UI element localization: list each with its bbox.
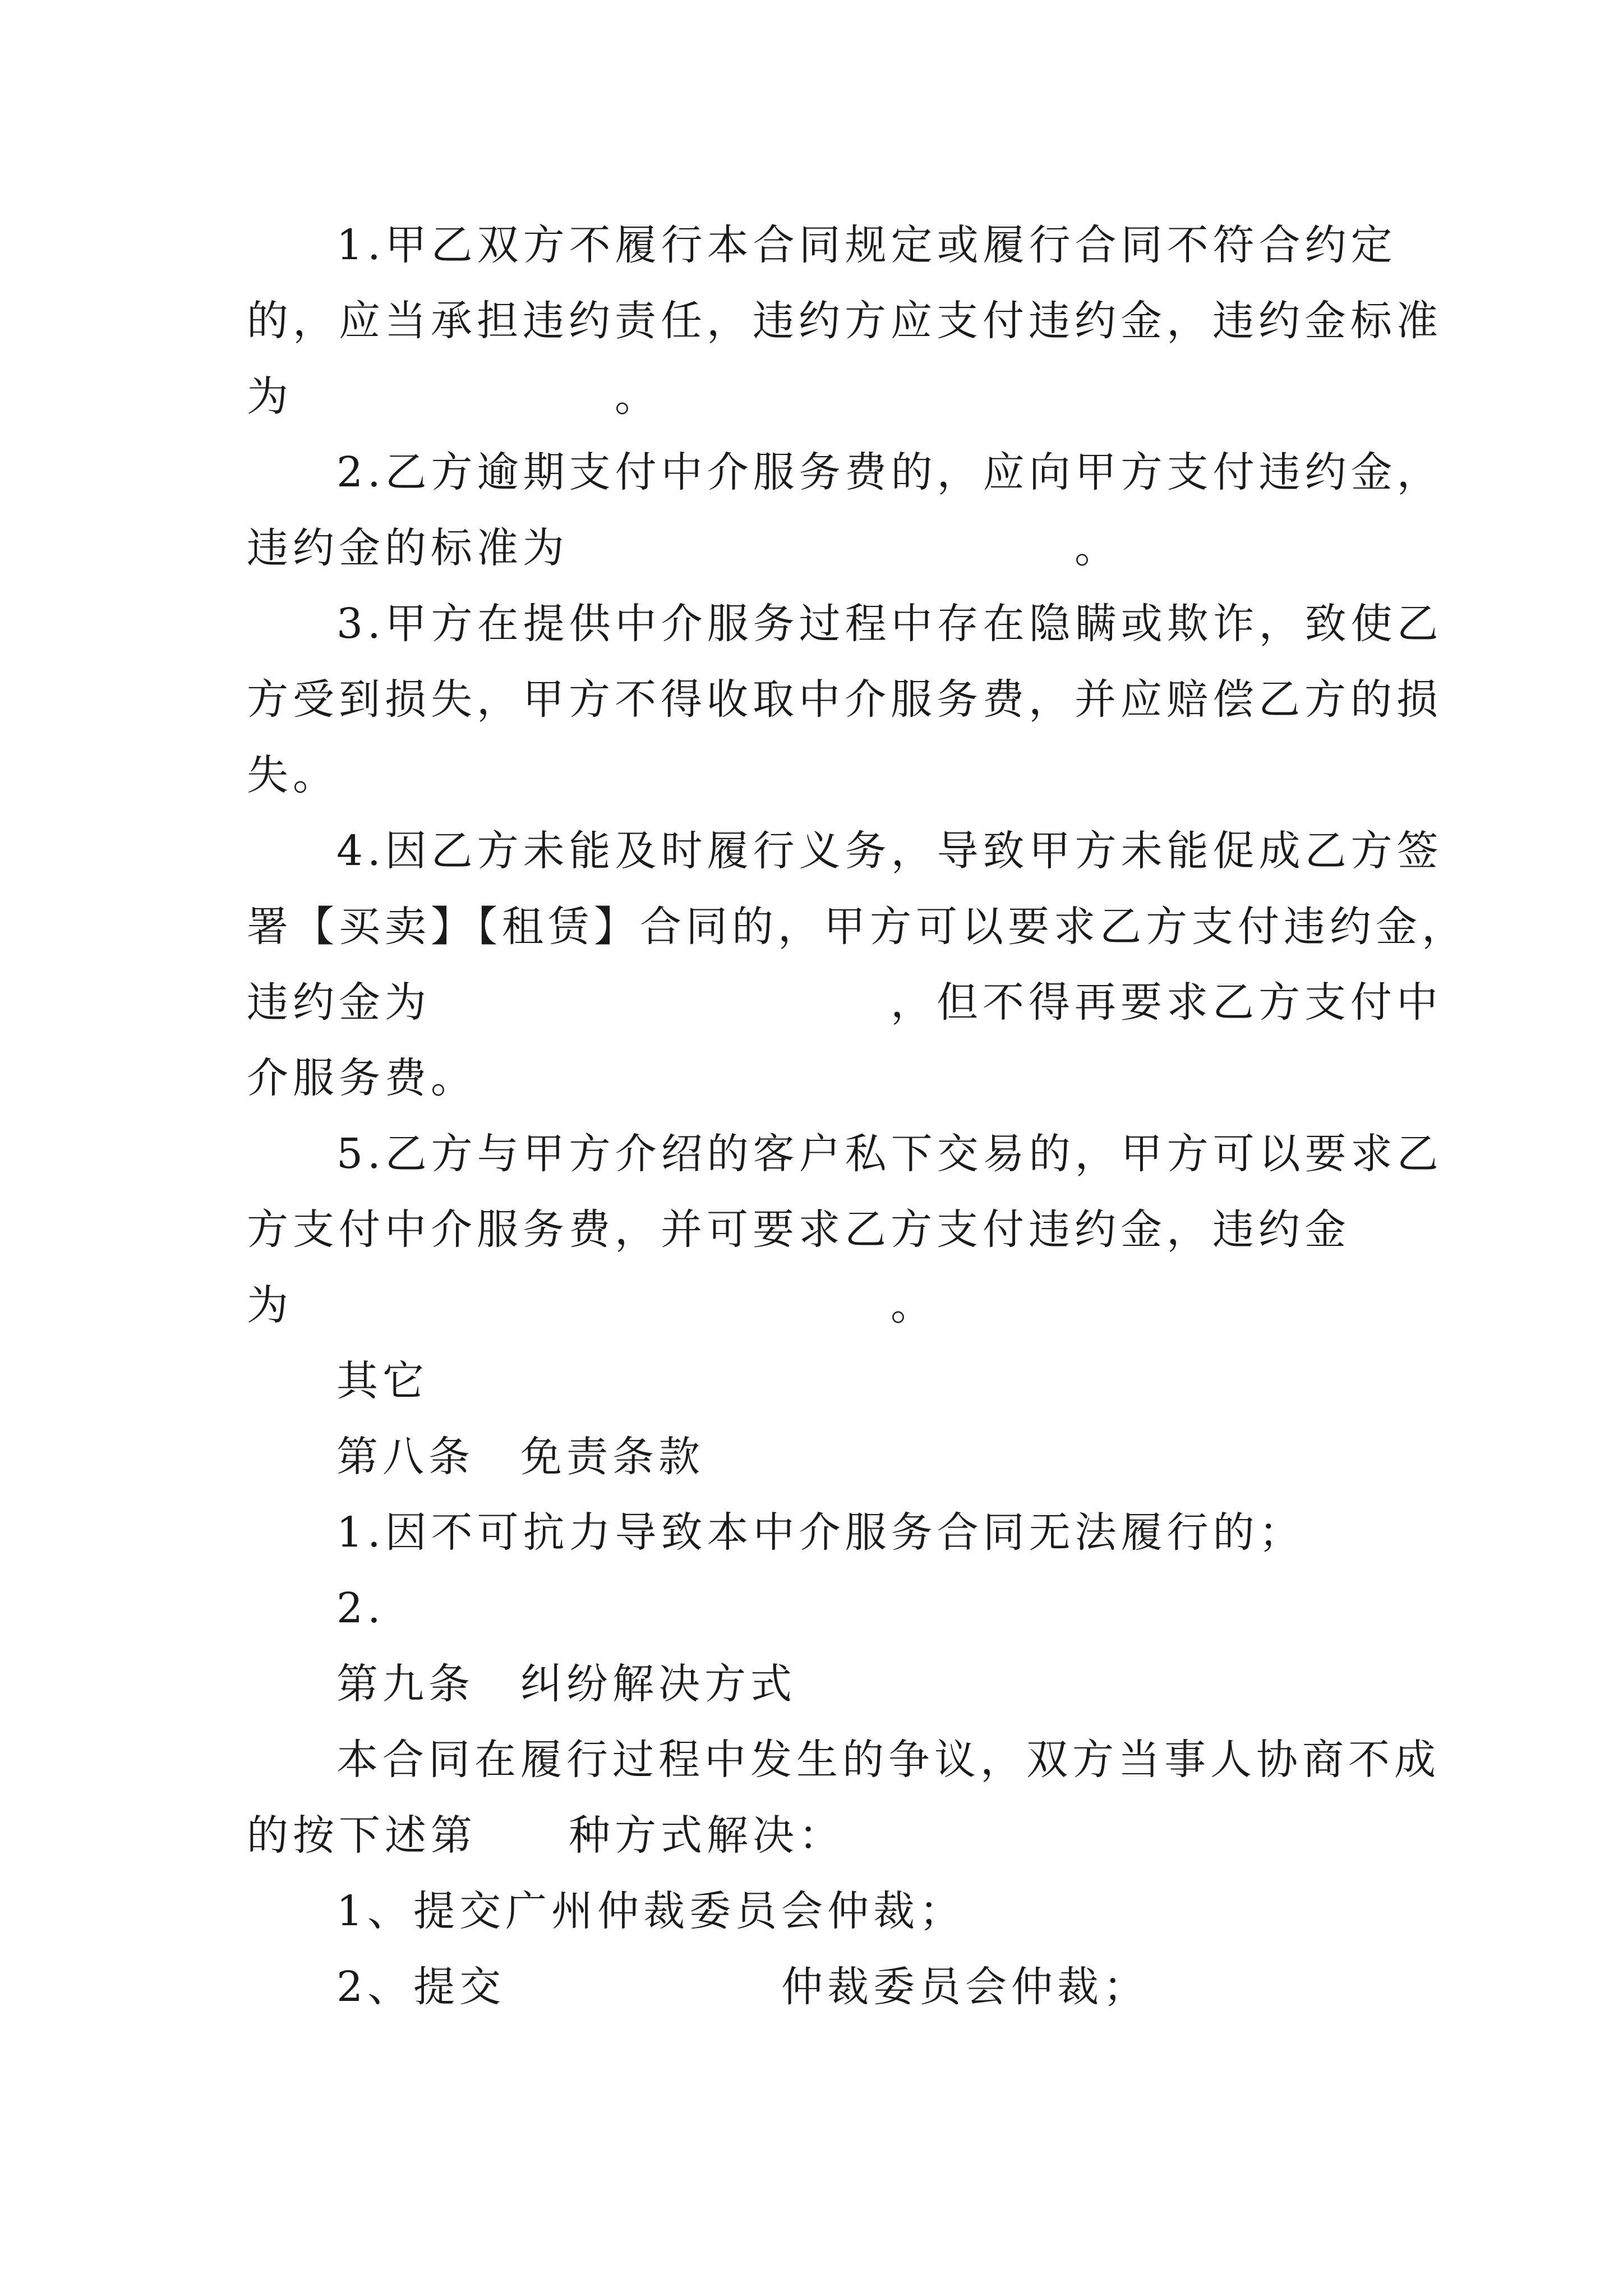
clause-4-line-2: 署【买卖】【租赁】合同的，甲方可以要求乙方支付违约金， xyxy=(247,903,1468,951)
article-8-item-2: 2. xyxy=(336,1584,385,1632)
clause-5-line-3: 为 。 xyxy=(247,1281,937,1329)
clause-4-line-3: 违约金为 ，但不得再要求乙方支付中 xyxy=(247,978,1442,1027)
article-8-item-1: 1.因不可抗力导致本中介服务合同无法履行的； xyxy=(336,1508,1305,1557)
article-9-option-1: 1、提交广州仲裁委员会仲裁； xyxy=(336,1887,966,1935)
clause-2-line-1: 2.乙方逾期支付中介服务费的，应向甲方支付违约金， xyxy=(336,448,1443,496)
section-other: 其它 xyxy=(336,1357,428,1405)
clause-5-line-2: 方支付中介服务费，并可要求乙方支付违约金，违约金 xyxy=(247,1205,1350,1254)
clause-1-line-3: 为 。 xyxy=(247,372,661,421)
article-9-heading: 第九条 纠纷解决方式 xyxy=(336,1660,796,1708)
clause-1-line-1: 1.甲乙双方不履行本合同规定或履行合同不符合约定 xyxy=(336,221,1397,269)
clause-5-line-1: 5.乙方与甲方介绍的客户私下交易的，甲方可以要求乙 xyxy=(336,1130,1443,1178)
clause-3-line-1: 3.甲方在提供中介服务过程中存在隐瞒或欺诈，致使乙 xyxy=(336,600,1443,648)
article-8-heading: 第八条 免责条款 xyxy=(336,1433,704,1481)
article-9-option-2: 2、提交 仲裁委员会仲裁； xyxy=(336,1963,1150,2011)
article-9-text-line-1: 本合同在履行过程中发生的争议，双方当事人协商不成 xyxy=(336,1736,1440,1784)
clause-4-line-4: 介服务费。 xyxy=(247,1054,477,1102)
clause-4-line-1: 4.因乙方未能及时履行义务，导致甲方未能促成乙方签 xyxy=(336,827,1443,875)
article-9-text-line-2: 的按下述第 种方式解决： xyxy=(247,1811,845,1860)
clause-3-line-2: 方受到损失，甲方不得收取中介服务费，并应赔偿乙方的损 xyxy=(247,675,1442,724)
clause-2-line-2: 违约金的标准为 。 xyxy=(247,524,1121,572)
clause-3-line-3: 失。 xyxy=(247,751,339,799)
clause-1-line-2: 的，应当承担违约责任，违约方应支付违约金，违约金标准 xyxy=(247,297,1442,345)
